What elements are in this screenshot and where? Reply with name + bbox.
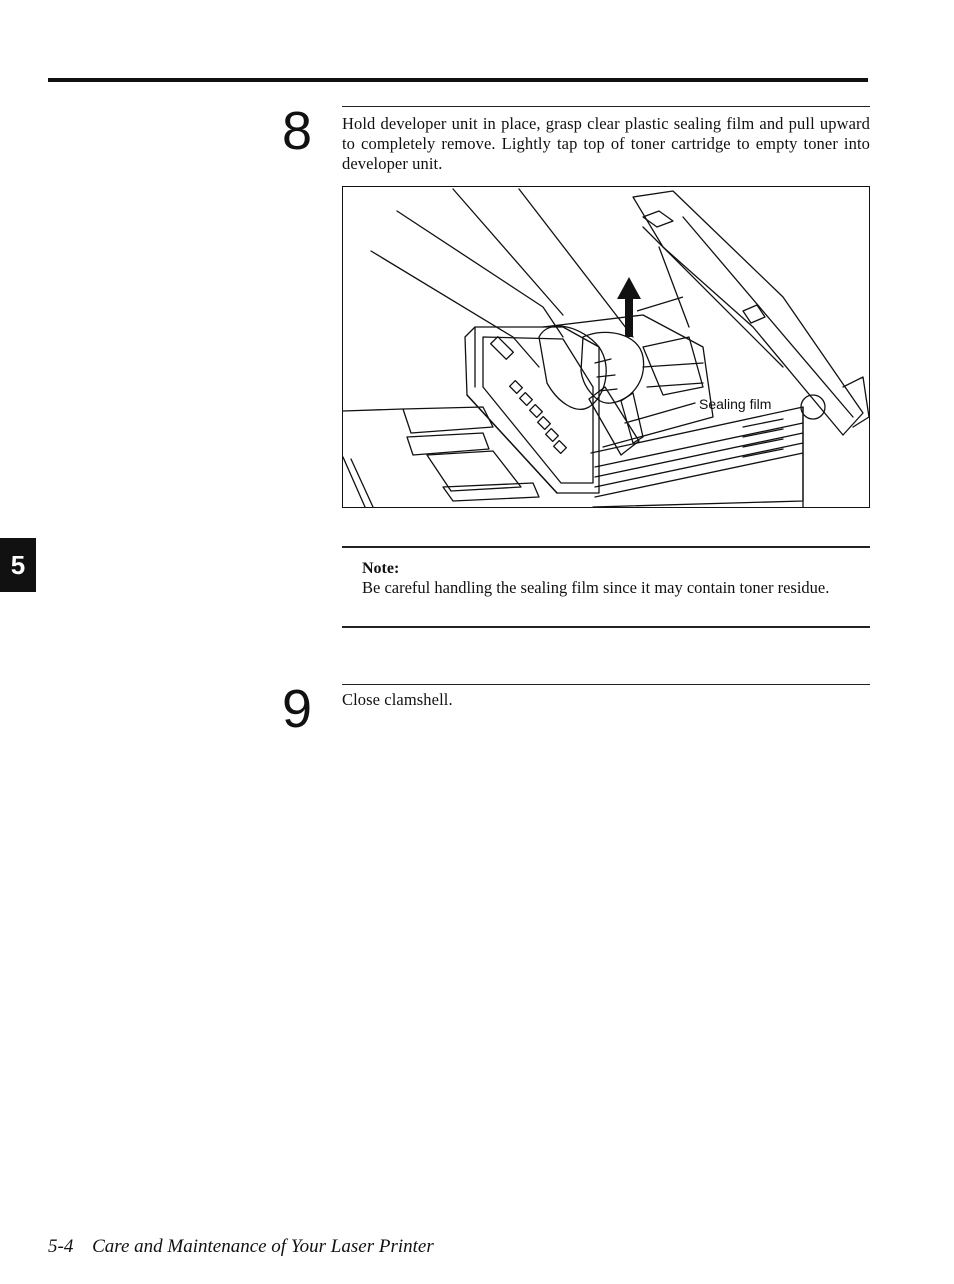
step-8-rule xyxy=(342,106,870,107)
sealing-film-callout: Sealing film xyxy=(699,396,772,412)
printer-line-drawing xyxy=(343,187,869,507)
note-top-rule xyxy=(342,546,870,548)
page-footer xyxy=(48,1236,434,1258)
header-rule xyxy=(48,78,868,82)
step-9-rule xyxy=(342,684,870,685)
step-9-text: Close clamshell. xyxy=(342,690,453,709)
step-8-text: Hold developer unit in place, grasp clear plastic sealing film and pull upward to completely remove. Lightly tap top of toner cartridge to empty toner into developer unit. xyxy=(342,114,870,173)
page-number: 5-4 xyxy=(48,1236,74,1257)
chapter-tab: 5 xyxy=(0,538,36,592)
chapter-title: Care and Maintenance of Your Laser Printer xyxy=(92,1236,434,1257)
sealing-film-illustration xyxy=(342,186,870,508)
note-bottom-rule xyxy=(342,626,870,628)
note-body: Be careful handling the sealing film since it may contain toner residue. xyxy=(362,578,830,597)
note-heading: Note: xyxy=(362,560,400,577)
step-9-number: 9 xyxy=(282,679,313,739)
step-8-number: 8 xyxy=(282,101,313,161)
